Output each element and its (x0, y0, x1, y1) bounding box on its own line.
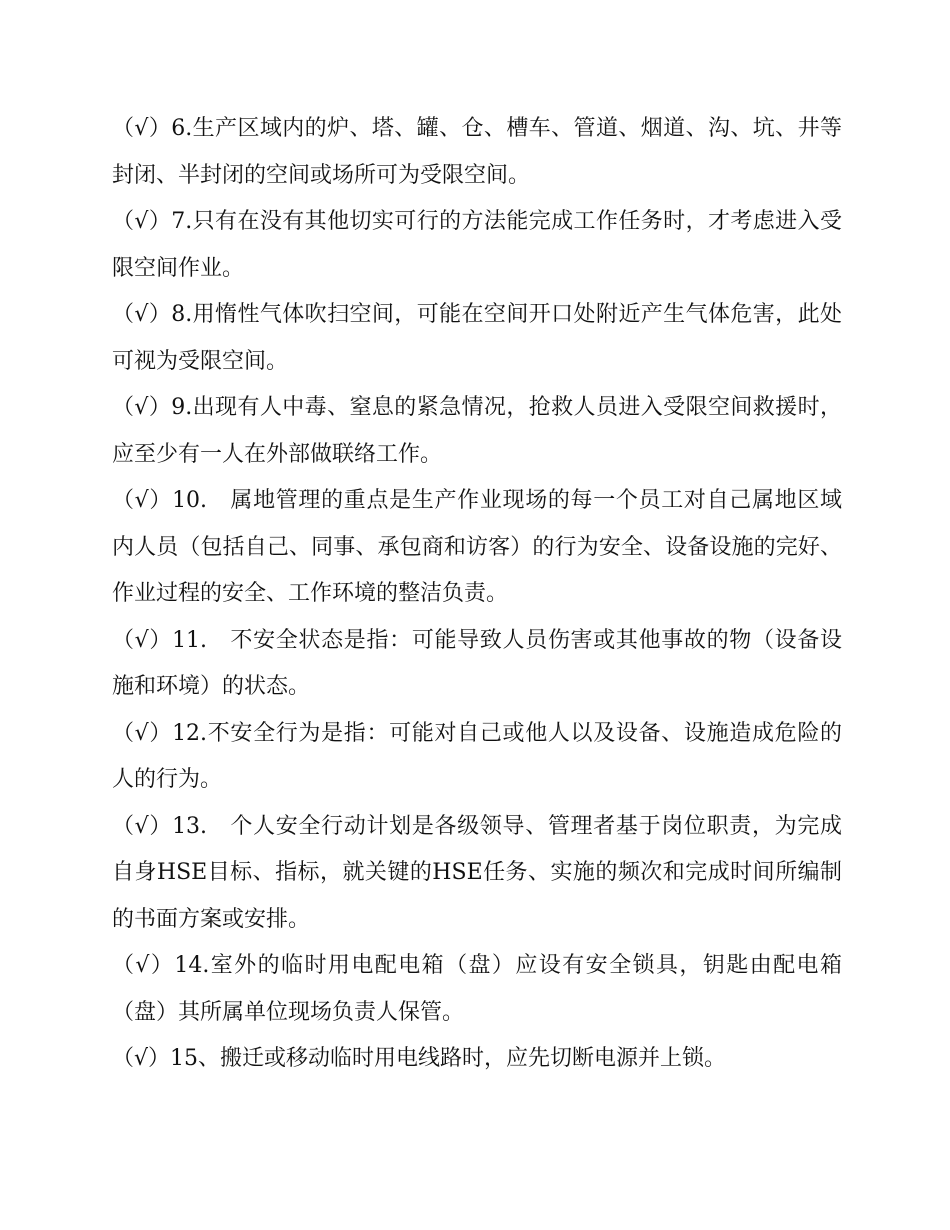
list-item (112, 106, 842, 199)
item-text: 7.只有在没有其他切实可行的方法能完成工作任务时，才考虑进入受限空间作业。 (112, 209, 842, 281)
question-list (112, 106, 842, 1083)
item-text: 11. 不安全状态是指：可能导致人员伤害或其他事故的物（设备设施和环境）的状态。 (112, 627, 842, 699)
answer-mark: （√） (112, 627, 173, 653)
answer-mark: （√） (112, 953, 175, 978)
answer-mark: （√） (112, 720, 173, 746)
answer-mark: （√） (112, 813, 173, 839)
list-item (112, 804, 842, 944)
item-text: 14.室外的临时用电配电箱（盘）应设有安全锁具，钥匙由配电箱（盘）其所属单位现场负责人保管。 (112, 953, 842, 1025)
list-item (112, 385, 842, 478)
list-item (112, 1036, 842, 1083)
list-item (112, 943, 842, 1036)
list-item (112, 711, 842, 804)
item-text: 15、搬迁或移动临时用电线路时，应先切断电源并上锁。 (170, 1046, 727, 1071)
list-item (112, 199, 842, 292)
list-item (112, 478, 842, 618)
list-item (112, 618, 842, 711)
item-text: 9.出现有人中毒、窒息的紧急情况，抢救人员进入受限空间救援时，应至少有一人在外部做联络工作。 (112, 395, 842, 467)
item-text: 6.生产区域内的炉、塔、罐、仓、槽车、管道、烟道、沟、坑、井等封闭、半封闭的空间或场所可为受限空间。 (112, 116, 842, 188)
answer-mark: （√） (112, 1046, 171, 1071)
answer-mark: （√） (112, 488, 173, 513)
answer-mark: （√） (112, 395, 172, 420)
item-text: 8.用惰性气体吹扫空间，可能在空间开口处附近产生气体危害，此处可视为受限空间。 (112, 302, 842, 374)
list-item (112, 292, 842, 385)
item-text: 10. 属地管理的重点是生产作业现场的每一个员工对自己属地区域内人员（包括自己、同事、承包商和访客）的行为安全、设备设施的完好、作业过程的安全、工作环境的整洁负责。 (112, 488, 842, 606)
item-text: 13. 个人安全行动计划是各级领导、管理者基于岗位职责，为完成自身HSE目标、指标，就关键的HSE任务、实施的频次和完成时间所编制的书面方案或安排。 (112, 813, 842, 932)
answer-mark: （√） (112, 116, 172, 141)
answer-mark: （√） (112, 302, 172, 327)
item-text: 12.不安全行为是指：可能对自己或他人以及设备、设施造成危险的人的行为。 (112, 720, 842, 792)
answer-mark: （√） (112, 209, 172, 234)
